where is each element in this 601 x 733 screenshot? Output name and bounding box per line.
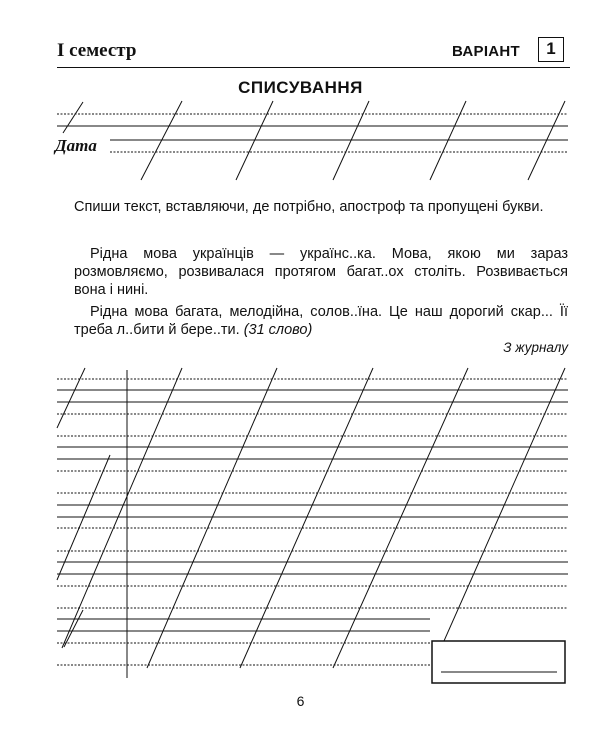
- instruction-text: Спиши текст, вставляючи, де потрібно, апостроф та пропущені букви.: [74, 199, 544, 215]
- grade-box: [432, 641, 565, 683]
- variant-label: ВАРІАНТ: [452, 43, 521, 60]
- word-count: (31 слово): [243, 322, 313, 338]
- paragraph-1-text: Рідна мова українців — українс..ка. Мова, якою ми зараз розмовляємо, розвивалася протягом багат..ох століть. Розвивається вона і нині.: [74, 246, 568, 298]
- page-number: 6: [296, 693, 305, 709]
- source-attribution: З журналу: [503, 340, 568, 355]
- date-label: Дата: [55, 136, 97, 155]
- variant-number-box: 1: [538, 37, 564, 62]
- paragraph-2-text: Рідна мова багата, мелодійна, солов..їна. Це наш дорогий скар... Її треба л..бити й бере..ти.: [74, 304, 568, 338]
- semester-label: І семестр: [57, 40, 137, 61]
- exercise-title: СПИСУВАННЯ: [238, 78, 363, 97]
